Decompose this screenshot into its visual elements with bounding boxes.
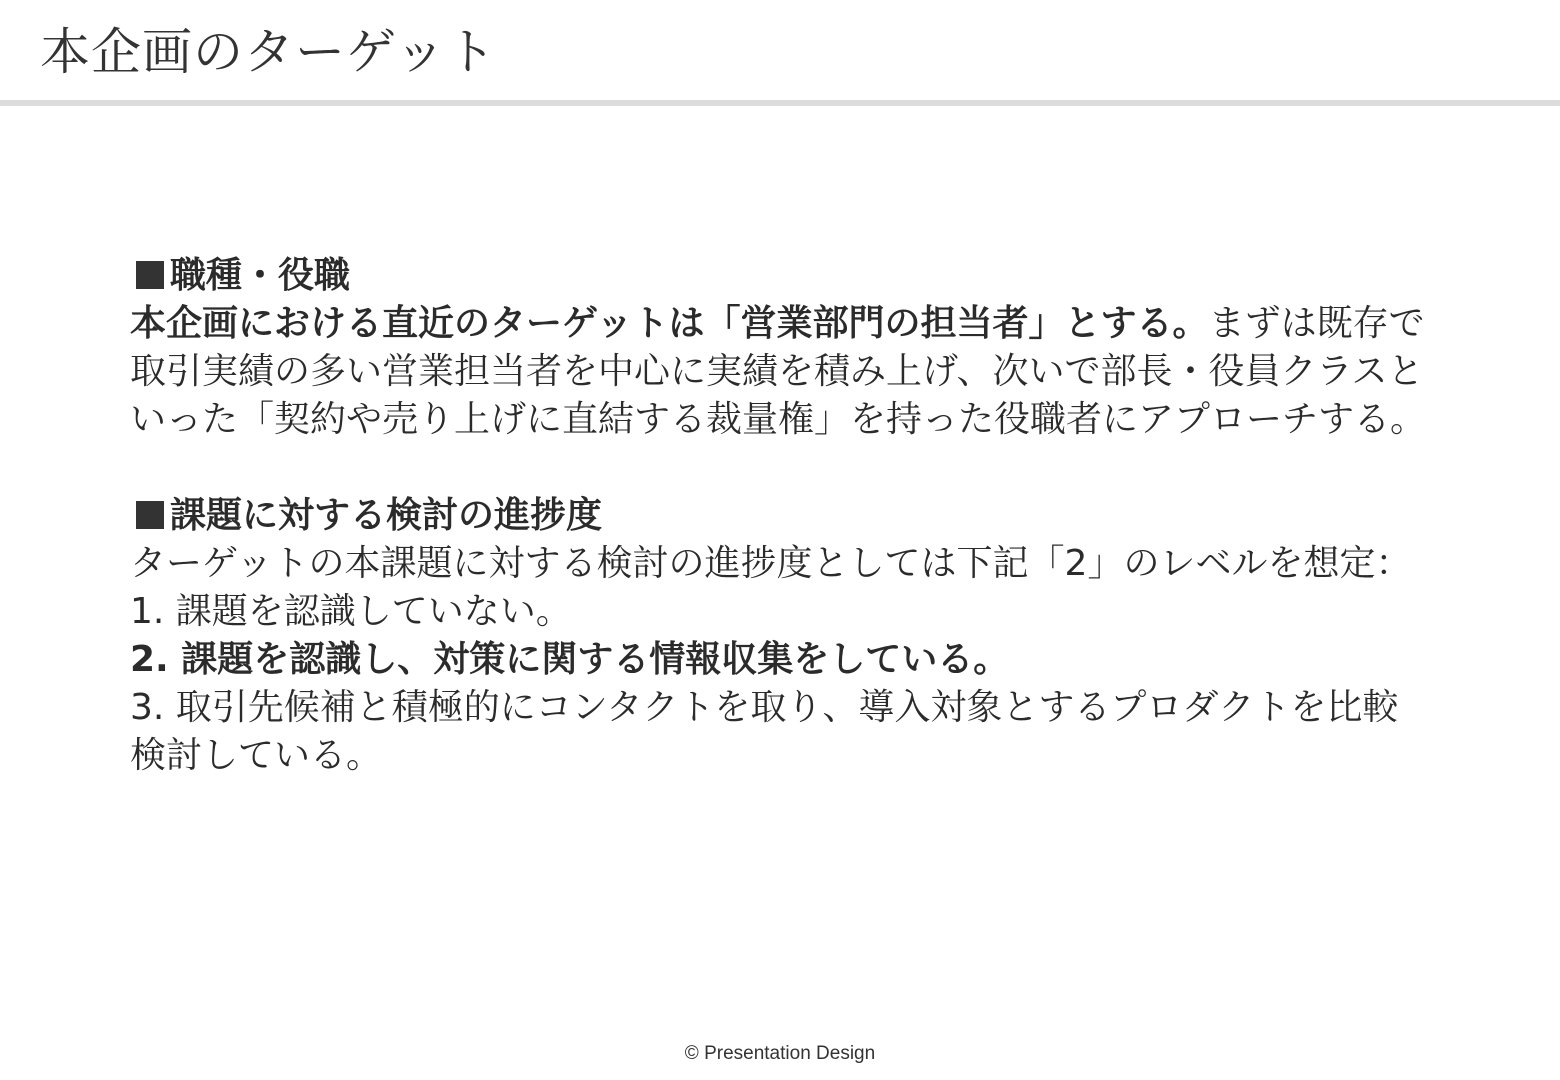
list-item-highlighted: 2. 課題を認識し、対策に関する情報収集をしている。 bbox=[130, 639, 1010, 680]
target-details: まずは既存で取引実績の多い営業担当者を中心に実績を積み上げ、次いで部長・役員クラスといった「契約や売り上げに直結する裁量権」を持った役職者にアプローチする。 bbox=[130, 303, 1427, 440]
section-heading-role bbox=[130, 252, 1430, 300]
section-heading-progress-text: 課題に対する検討の進捗度 bbox=[170, 495, 603, 536]
list-item: 1. 課題を認識していない。 bbox=[130, 591, 572, 632]
section-heading-progress bbox=[130, 492, 1430, 540]
section-paragraph-role bbox=[130, 300, 1430, 444]
title-divider bbox=[0, 100, 1560, 106]
target-statement: 本企画における直近のターゲットは「営業部門の担当者」とする。 bbox=[130, 303, 1209, 344]
square-bullet-icon bbox=[136, 261, 164, 289]
list-item: 3. 取引先候補と積極的にコンタクトを取り、導入対象とするプロダクトを比較検討している。 bbox=[130, 687, 1399, 776]
slide-title: 本企画のターゲット bbox=[40, 23, 497, 81]
square-bullet-icon bbox=[136, 501, 164, 529]
progress-intro: ターゲットの本課題に対する検討の進捗度としては下記「2」のレベルを想定： bbox=[130, 543, 1412, 584]
section-spacer bbox=[130, 444, 1430, 492]
slide-body bbox=[130, 252, 1430, 780]
section-heading-role-text: 職種・役職 bbox=[170, 255, 351, 296]
footer-copyright: © Presentation Design bbox=[684, 1043, 876, 1064]
